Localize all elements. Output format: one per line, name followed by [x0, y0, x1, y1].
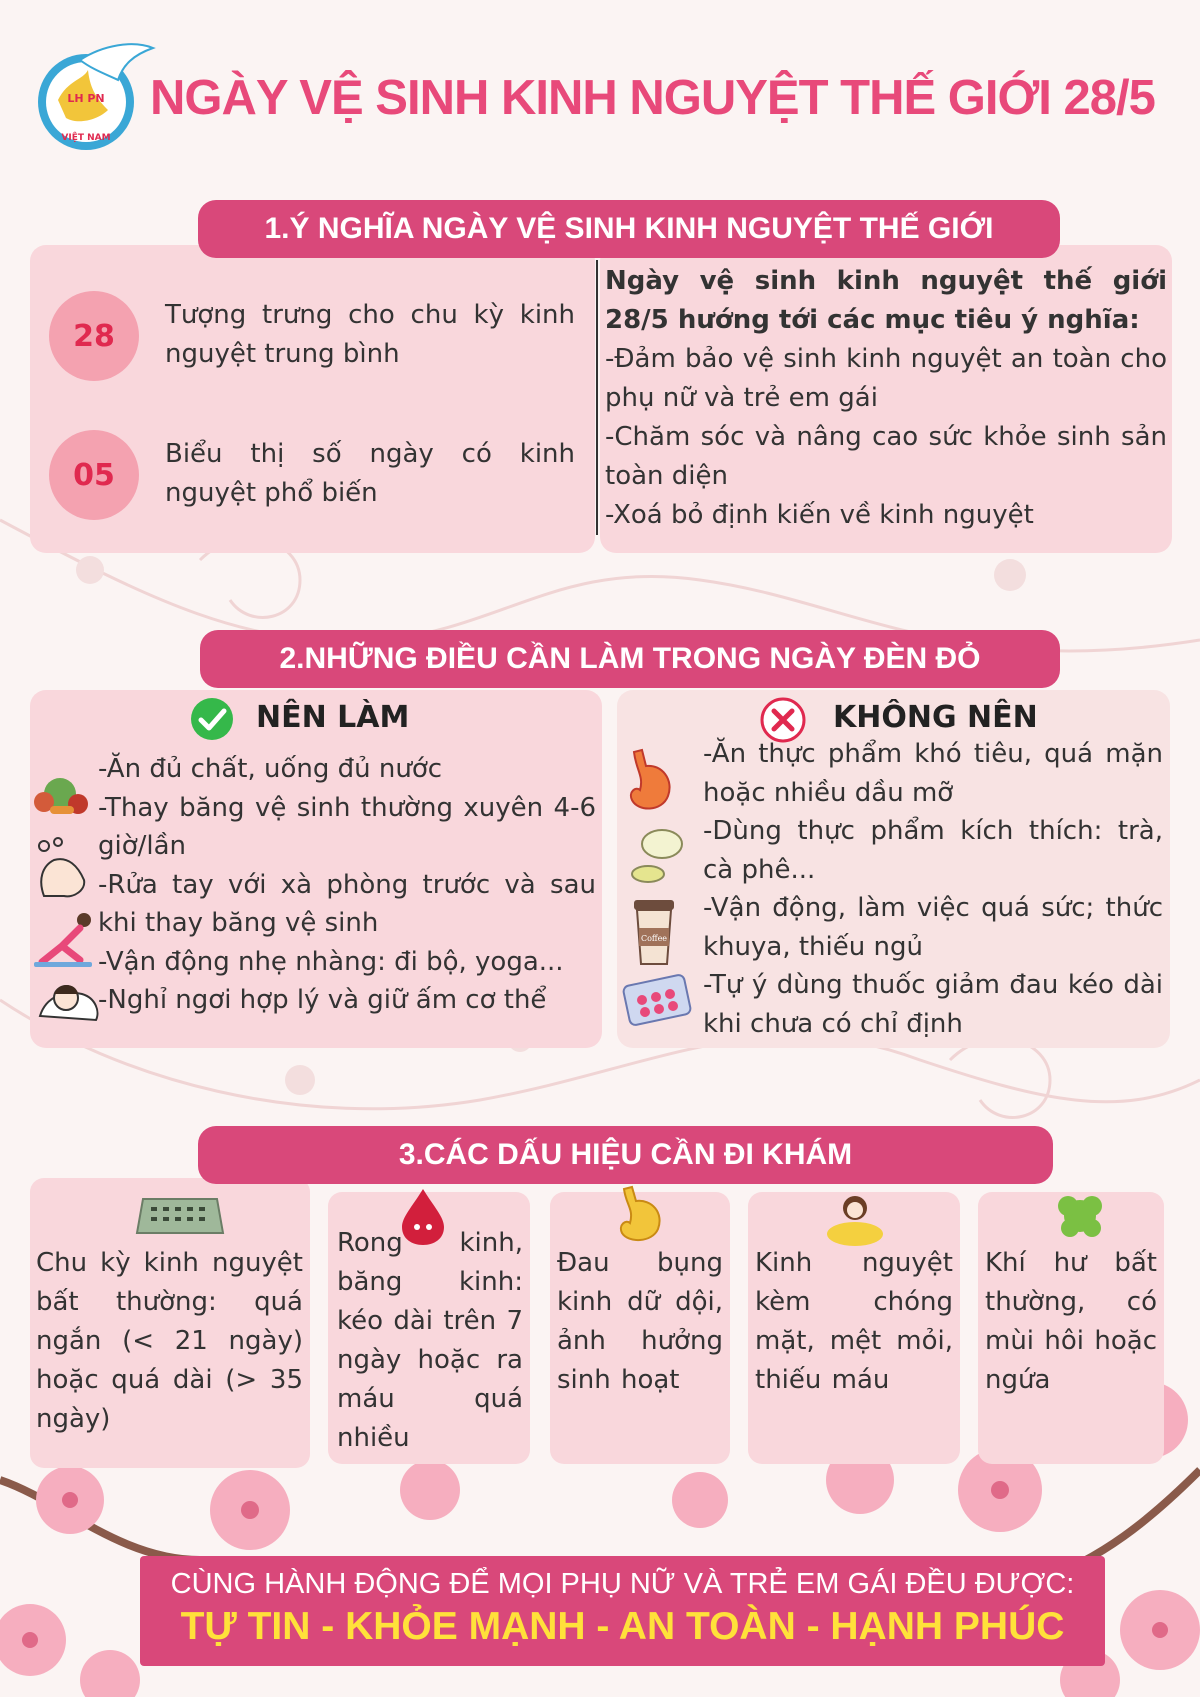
coffee-label: Coffee: [640, 934, 668, 943]
stomach-icon: [622, 746, 678, 816]
sleeping-icon: [36, 976, 102, 1024]
goal-item: -Xoá bỏ định kiến về kinh nguyệt: [605, 500, 1034, 530]
do-list: [98, 750, 596, 1020]
tea-icon: [626, 822, 690, 888]
do-title: NÊN LÀM: [256, 700, 410, 735]
do-item: -Thay băng vệ sinh thường xuyên 4-6 giờ/lần: [98, 792, 596, 861]
vegetables-icon: [30, 770, 94, 820]
sign-text-pain: Đau bụng kinh dữ dội, ảnh hưởng sinh hoạt: [557, 1248, 723, 1395]
logo-text-bottom: VIỆT NAM: [61, 133, 111, 143]
goals-title: Ngày vệ sinh kinh nguyệt thế giới 28/5 hướng tới các mục tiêu ý nghĩa:: [605, 266, 1167, 335]
calendar-icon: [135, 1193, 225, 1237]
check-icon: [190, 697, 234, 741]
dizzy-woman-icon: [825, 1190, 885, 1246]
goal-item: -Đảm bảo vệ sinh kinh nguyệt an toàn cho phụ nữ và trẻ em gái: [605, 344, 1167, 413]
logo-text-top: LH PN: [67, 92, 105, 105]
footer-slogan: TỰ TIN - KHỎE MẠNH - AN TOÀN - HẠNH PHÚC: [180, 1605, 1065, 1648]
coffee-cup-icon: [632, 898, 676, 966]
dont-title: KHÔNG NÊN: [833, 700, 1038, 735]
footer-banner: [140, 1556, 1105, 1666]
goal-item: -Chăm sóc và nâng cao sức khỏe sinh sản toàn diện: [605, 422, 1167, 491]
section3-banner: 3.CÁC DẤU HIỆU CẦN ĐI KHÁM: [198, 1126, 1053, 1184]
stat-number-28: 28: [49, 291, 139, 381]
yoga-icon: [32, 908, 94, 968]
section1-banner: 1.Ý NGHĨA NGÀY VỆ SINH KINH NGUYỆT THẾ GIỚI: [198, 200, 1060, 258]
goals-box: [605, 262, 1167, 535]
sign-text-dizziness: Kinh nguyệt kèm chóng mặt, mệt mỏi, thiếu máu: [755, 1248, 953, 1395]
do-item: -Vận động nhẹ nhàng: đi bộ, yoga...: [98, 946, 564, 977]
dont-item: -Tự ý dùng thuốc giảm đau kéo dài khi chưa có chỉ định: [703, 970, 1163, 1039]
dont-item: -Ăn thực phẩm khó tiêu, quá mặn hoặc nhiều dầu mỡ: [703, 739, 1163, 808]
sign-text-discharge: Khí hư bất thường, có mùi hôi hoặc ngứa: [985, 1248, 1157, 1395]
handwashing-icon: [34, 836, 90, 900]
section1-divider: [596, 260, 598, 535]
dont-item: -Vận động, làm việc quá sức; thức khuya, thiếu ngủ: [703, 893, 1163, 962]
footer-call-to-action: CÙNG HÀNH ĐỘNG ĐỂ MỌI PHỤ NỮ VÀ TRẺ EM GÁI ĐỀU ĐƯỢC:: [170, 1568, 1075, 1600]
pills-icon: [620, 972, 694, 1028]
stat-text-28: Tượng trưng cho chu kỳ kinh nguyệt trung bình: [165, 300, 575, 369]
do-item: -Ăn đủ chất, uống đủ nước: [98, 754, 443, 784]
stomach-pain-icon: [612, 1185, 668, 1245]
sign-text-cycle: Chu kỳ kinh nguyệt bất thường: quá ngắn (< 21 ngày) hoặc quá dài (> 35 ngày): [36, 1248, 303, 1434]
do-item: -Nghỉ ngơi hợp lý và giữ ấm cơ thể: [98, 985, 547, 1015]
women-union-logo: [28, 40, 158, 155]
dont-item: -Dùng thực phẩm kích thích: trà, cà phê...: [703, 816, 1163, 885]
page-title: NGÀY VỆ SINH KINH NGUYỆT THẾ GIỚI 28/5: [150, 71, 1155, 125]
odor-icon: [1052, 1188, 1108, 1244]
section2-banner: 2.NHỮNG ĐIỀU CẦN LÀM TRONG NGÀY ĐÈN ĐỎ: [200, 630, 1060, 688]
stat-text-05: Biểu thị số ngày có kinh nguyệt phổ biến: [165, 439, 575, 508]
dont-list: [703, 735, 1163, 1043]
do-item: -Rửa tay với xà phòng trước và sau khi thay băng vệ sinh: [98, 869, 596, 938]
sign-text-bleeding: Rong kinh, băng kinh: kéo dài trên 7 ngày hoặc ra máu quá nhiều: [337, 1228, 523, 1453]
stat-number-05: 05: [49, 430, 139, 520]
